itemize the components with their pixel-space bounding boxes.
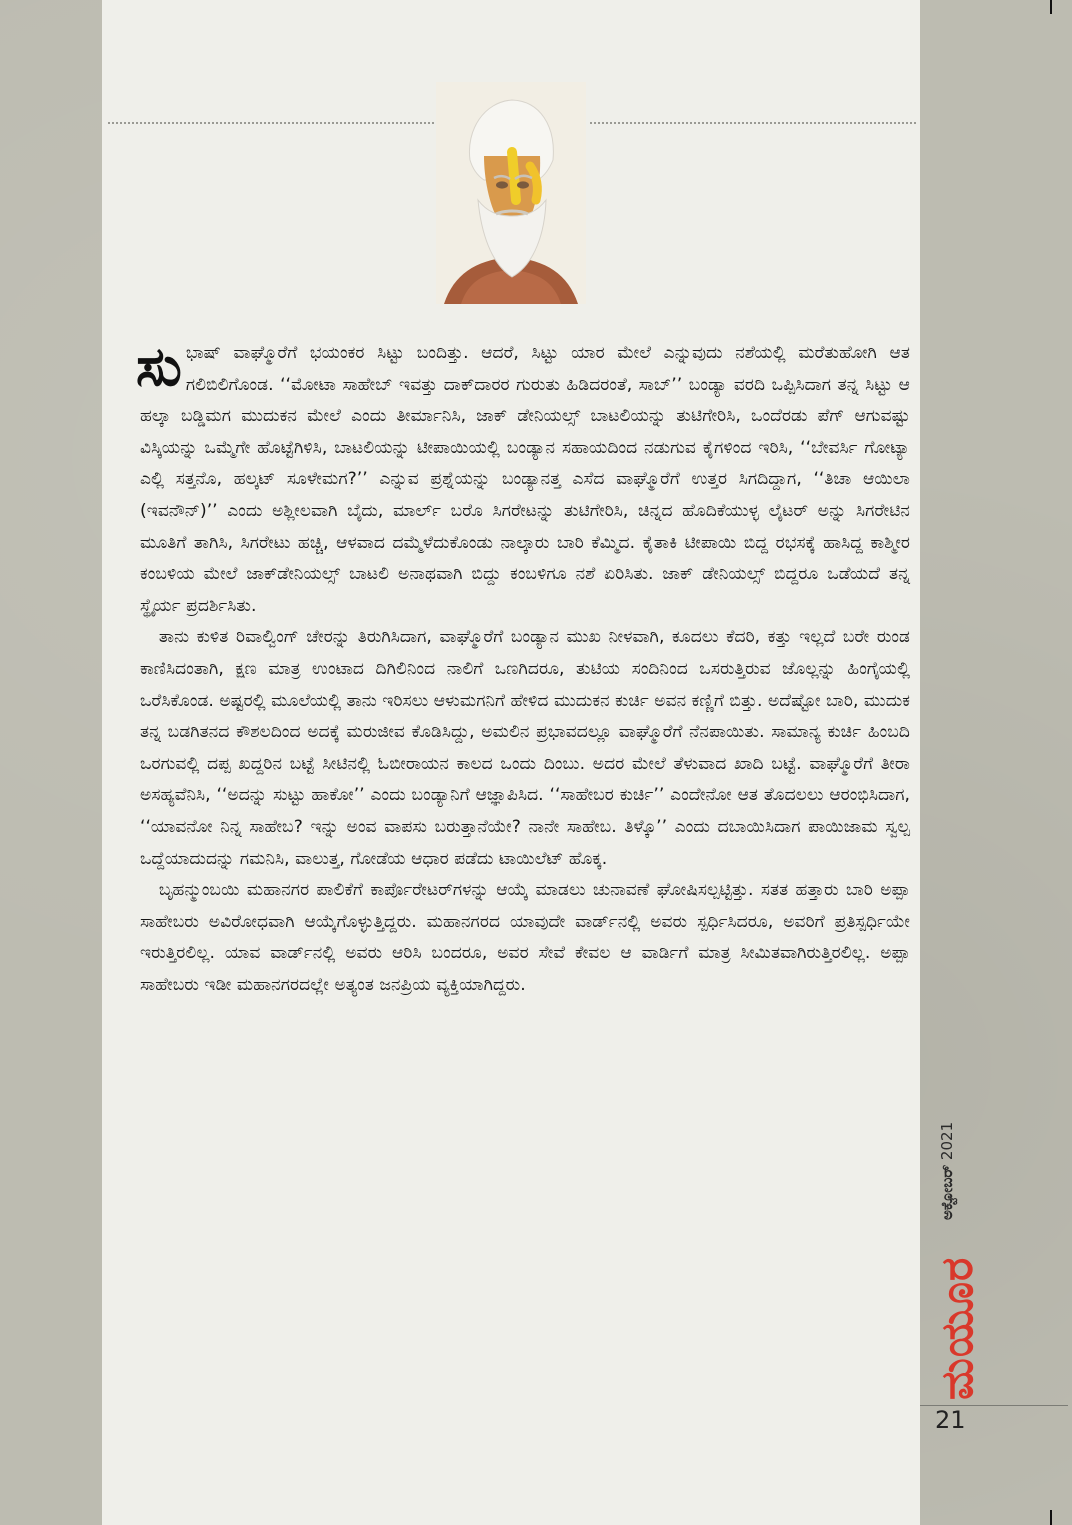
dotted-rule-right [590,122,916,124]
issue-year: 2021 [938,1121,956,1161]
crop-mark-bottom [1050,1510,1052,1525]
issue-date [938,1122,956,1220]
article-paragraph-3: ಬೃಹನ್ಮುಂಬಯಿ ಮಹಾನಗರ ಪಾಲಿಕೆಗೆ ಕಾರ್ಪೊರೇಟರ್‌ಗಳನ್ನು ಆಯ್ಕೆ ಮಾಡಲು ಚುನಾವಣೆ ಘೋಷಿಸಲ್ಪಟ್ಟಿತ್ತು. ಸತತ ಹತ್ತಾರು ಬಾರಿ ಅಪ್ಪಾ ಸಾಹೇಬರು ಅವಿರೋಧವಾಗಿ ಆಯ್ಕೆಗೊಳ್ಳುತ್ತಿದ್ದರು. ಮಹಾನಗರದ ಯಾವುದೇ ವಾರ್ಡ್‌ನಲ್ಲಿ ಅವರು ಸ್ಪರ್ಧಿಸಿದರೂ, ಅವರಿಗೆ ಪ್ರತಿಸ್ಪರ್ಧಿಯೇ ಇರುತ್ತಿರಲಿಲ್ಲ. ಯಾವ ವಾರ್ಡ್‌ನಲ್ಲಿ ಅವರು ಆರಿಸಿ ಬಂದರೂ, ಅವರ ಸೇವೆ ಕೇವಲ ಆ ವಾರ್ಡಿಗೆ ಮಾತ್ರ ಸೀಮಿತವಾಗಿರುತ್ತಿರಲಿಲ್ಲ. ಅಪ್ಪಾ ಸಾಹೇಬರು ಇಡೀ ಮಹಾನಗರದಲ್ಲೇ ಅತ್ಯಂತ ಜನಪ್ರಿಯ ವ್ಯಕ್ತಿಯಾಗಿದ್ದರು. [140,880,910,995]
magazine-logo: ಮಯೂರ [932,1256,983,1400]
issue-month: ಅಕ್ಟೋಬರ್ [938,1164,956,1220]
page-number: 21 [935,1406,966,1434]
article-paragraph-2: ತಾನು ಕುಳಿತ ರಿವಾಲ್ವಿಂಗ್ ಚೇರನ್ನು ತಿರುಗಿಸಿದಾಗ, ವಾಘ್ಮೊರೆಗೆ ಬಂಡ್ಯಾನ ಮುಖ ನೀಳವಾಗಿ, ಕೂದಲು ಕೆದರಿ, ಕತ್ತು ಇಲ್ಲದೆ ಬರೇ ರುಂಡ ಕಾಣಿಸಿದಂತಾಗಿ, ಕ್ಷಣ ಮಾತ್ರ ಉಂಟಾದ ದಿಗಿಲಿನಿಂದ ನಾಲಿಗೆ ಒಣಗಿದರೂ, ತುಟಿಯ ಸಂದಿನಿಂದ ಒಸರುತ್ತಿರುವ ಜೊಲ್ಲನ್ನು ಹಿಂಗೈಯಲ್ಲಿ ಒರೆಸಿಕೊಂಡ. ಅಷ್ಟರಲ್ಲಿ ಮೂಲೆಯಲ್ಲಿ ತಾನು ಇರಿಸಲು ಆಳುಮಗನಿಗೆ ಹೇಳಿದ ಮುದುಕನ ಕುರ್ಚಿ ಅವನ ಕಣ್ಣಿಗೆ ಬಿತ್ತು. ಅದೆಷ್ಟೋ ಬಾರಿ, ಮುದುಕ ತನ್ನ ಬಡಗಿತನದ ಕೌಶಲದಿಂದ ಅದಕ್ಕೆ ಮರುಜೀವ ಕೊಡಿಸಿದ್ದು, ಅಮಲಿನ ಪ್ರಭಾವದಲ್ಲೂ ವಾಘ್ಮೊರೆಗೆ ನೆನಪಾಯಿತು. ಸಾಮಾನ್ಯ ಕುರ್ಚಿ ಹಿಂಬದಿ ಒರಗುವಲ್ಲಿ ದಪ್ಪ ಖದ್ದರಿನ ಬಟ್ಟೆ ಸೀಟಿನಲ್ಲಿ ಓಬೀರಾಯನ ಕಾಲದ ಒಂದು ದಿಂಬು. ಅದರ ಮೇಲೆ ತೆಳುವಾದ ಖಾದಿ ಬಟ್ಟೆ. ವಾಘ್ಮೊರೆಗೆ ತೀರಾ ಅಸಹ್ಯವೆನಿಸಿ, ‘‘ಅದನ್ನು ಸುಟ್ಟು ಹಾಕೋ’’ ಎಂದು ಬಂಡ್ಯಾನಿಗೆ ಆಜ್ಞಾಪಿಸಿದ. ‘‘ಸಾಹೇಬರ ಕುರ್ಚಿ’’ ಎಂದೇನೋ ಆತ ತೊದಲಲು ಆರಂಭಿಸಿದಾಗ, ‘‘ಯಾವನೋ ನಿನ್ನ ಸಾಹೇಬ? ಇನ್ನು ಅಂವ ವಾಪಸು ಬರುತ್ತಾನೆಯೇ? ನಾನೇ ಸಾಹೇಬ. ತಿಳ್ಕೊ’’ ಎಂದು ದಬಾಯಿಸಿದಾಗ ಪಾಯಿಜಾಮ ಸ್ವಲ್ಪ ಒದ್ದೆಯಾದುದನ್ನು ಗಮನಿಸಿ, ವಾಲುತ್ತ, ಗೋಡೆಯ ಆಧಾರ ಪಡೆದು ಟಾಯಿಲೆಟ್ ಹೊಕ್ಕ. [140,627,910,869]
dotted-rule-left [108,122,434,124]
article-paragraph-1 [136,335,910,622]
portrait-illustration [436,82,586,304]
crop-mark-top [1050,0,1052,14]
drop-cap: ಸು [136,335,182,398]
paragraph-text: ಭಾಷ್ ವಾಘ್ಮೊರೆಗೆ ಭಯಂಕರ ಸಿಟ್ಟು ಬಂದಿತ್ತು. ಆದರೆ, ಸಿಟ್ಟು ಯಾರ ಮೇಲೆ ಎನ್ನುವುದು ನಶೆಯಲ್ಲಿ ಮರೆತುಹೋಗಿ ಆತ ಗಲಿಬಿಲಿಗೊಂಡ. ‘‘ಮೋಟಾ ಸಾಹೇಬ್ ಇವತ್ತು ದಾಕ್‌ದಾರರ ಗುರುತು ಹಿಡಿದರಂತೆ, ಸಾಬ್’’ ಬಂಡ್ಯಾ ವರದಿ ಒಪ್ಪಿಸಿದಾಗ ತನ್ನ ಸಿಟ್ಟು ಆ ಹಲ್ಕಾ ಬಡ್ಡಿಮಗ ಮುದುಕನ ಮೇಲೆ ಎಂದು ತೀರ್ಮಾನಿಸಿ, ಜಾಕ್ ಡೇನಿಯಲ್ಸ್ ಬಾಟಲಿಯನ್ನು ತುಟಿಗೇರಿಸಿ, ಒಂದೆರಡು ಪೆಗ್ ಆಗುವಷ್ಟು ವಿಸ್ಕಿಯನ್ನು ಒಮ್ಮೆಗೇ ಹೊಟ್ಟೆಗಿಳಿಸಿ, ಬಾಟಲಿಯನ್ನು ಟೀಪಾಯಿಯಲ್ಲಿ ಬಂಡ್ಯಾನ ಸಹಾಯದಿಂದ ನಡುಗುವ ಕೈಗಳಿಂದ ಇರಿಸಿ, ‘‘ಬೇವರ್ಸಿ ಗೋಟ್ಯಾ ಎಲ್ಲಿ ಸತ್ತನೊ, ಹಲ್ಕಟ್ ಸೂಳೇಮಗ?’’ ಎನ್ನುವ ಪ್ರಶ್ನೆಯನ್ನು ಬಂಡ್ಯಾನತ್ತ ಎಸೆದ ವಾಘ್ಮೊರೆಗೆ ಉತ್ತರ ಸಿಗದಿದ್ದಾಗ, ‘‘ತಿಚಾ ಆಯಿಲಾ (ಇವನೌನ್)’’ ಎಂದು ಅಶ್ಲೀಲವಾಗಿ ಬೈದು, ಮಾರ್ಲ್ ಬರೊ ಸಿಗರೇಟನ್ನು ತುಟಿಗೇರಿಸಿ, ಚಿನ್ನದ ಹೊದಿಕೆಯುಳ್ಳ ಲೈಟರ್ ಅನ್ನು ಸಿಗರೇಟಿನ ಮೂತಿಗೆ ತಾಗಿಸಿ, ಸಿಗರೇಟು ಹಚ್ಚಿ, ಆಳವಾದ ದಮ್ಮೆಳೆದುಕೊಂಡು ನಾಲ್ಕಾರು ಬಾರಿ ಕೆಮ್ಮಿದ. ಕೈತಾಕಿ ಟೀಪಾಯಿ ಬಿದ್ದ ರಭಸಕ್ಕೆ ಹಾಸಿದ್ದ ಕಾಶ್ಮೀರ ಕಂಬಳಿಯ ಮೇಲೆ ಜಾಕ್‌ಡೇನಿಯಲ್ಸ್ ಬಾಟಲಿ ಅನಾಥವಾಗಿ ಬಿದ್ದು ಕಂಬಳಿಗೂ ನಶೆ ಏರಿಸಿತು. ಜಾಕ್ ಡೇನಿಯಲ್ಸ್ ಬಿದ್ದರೂ ಒಡೆಯದೆ ತನ್ನ ಸ್ಥೈರ್ಯ ಪ್ರದರ್ಶಿಸಿತು. [140,343,910,616]
article-body [136,335,910,1001]
